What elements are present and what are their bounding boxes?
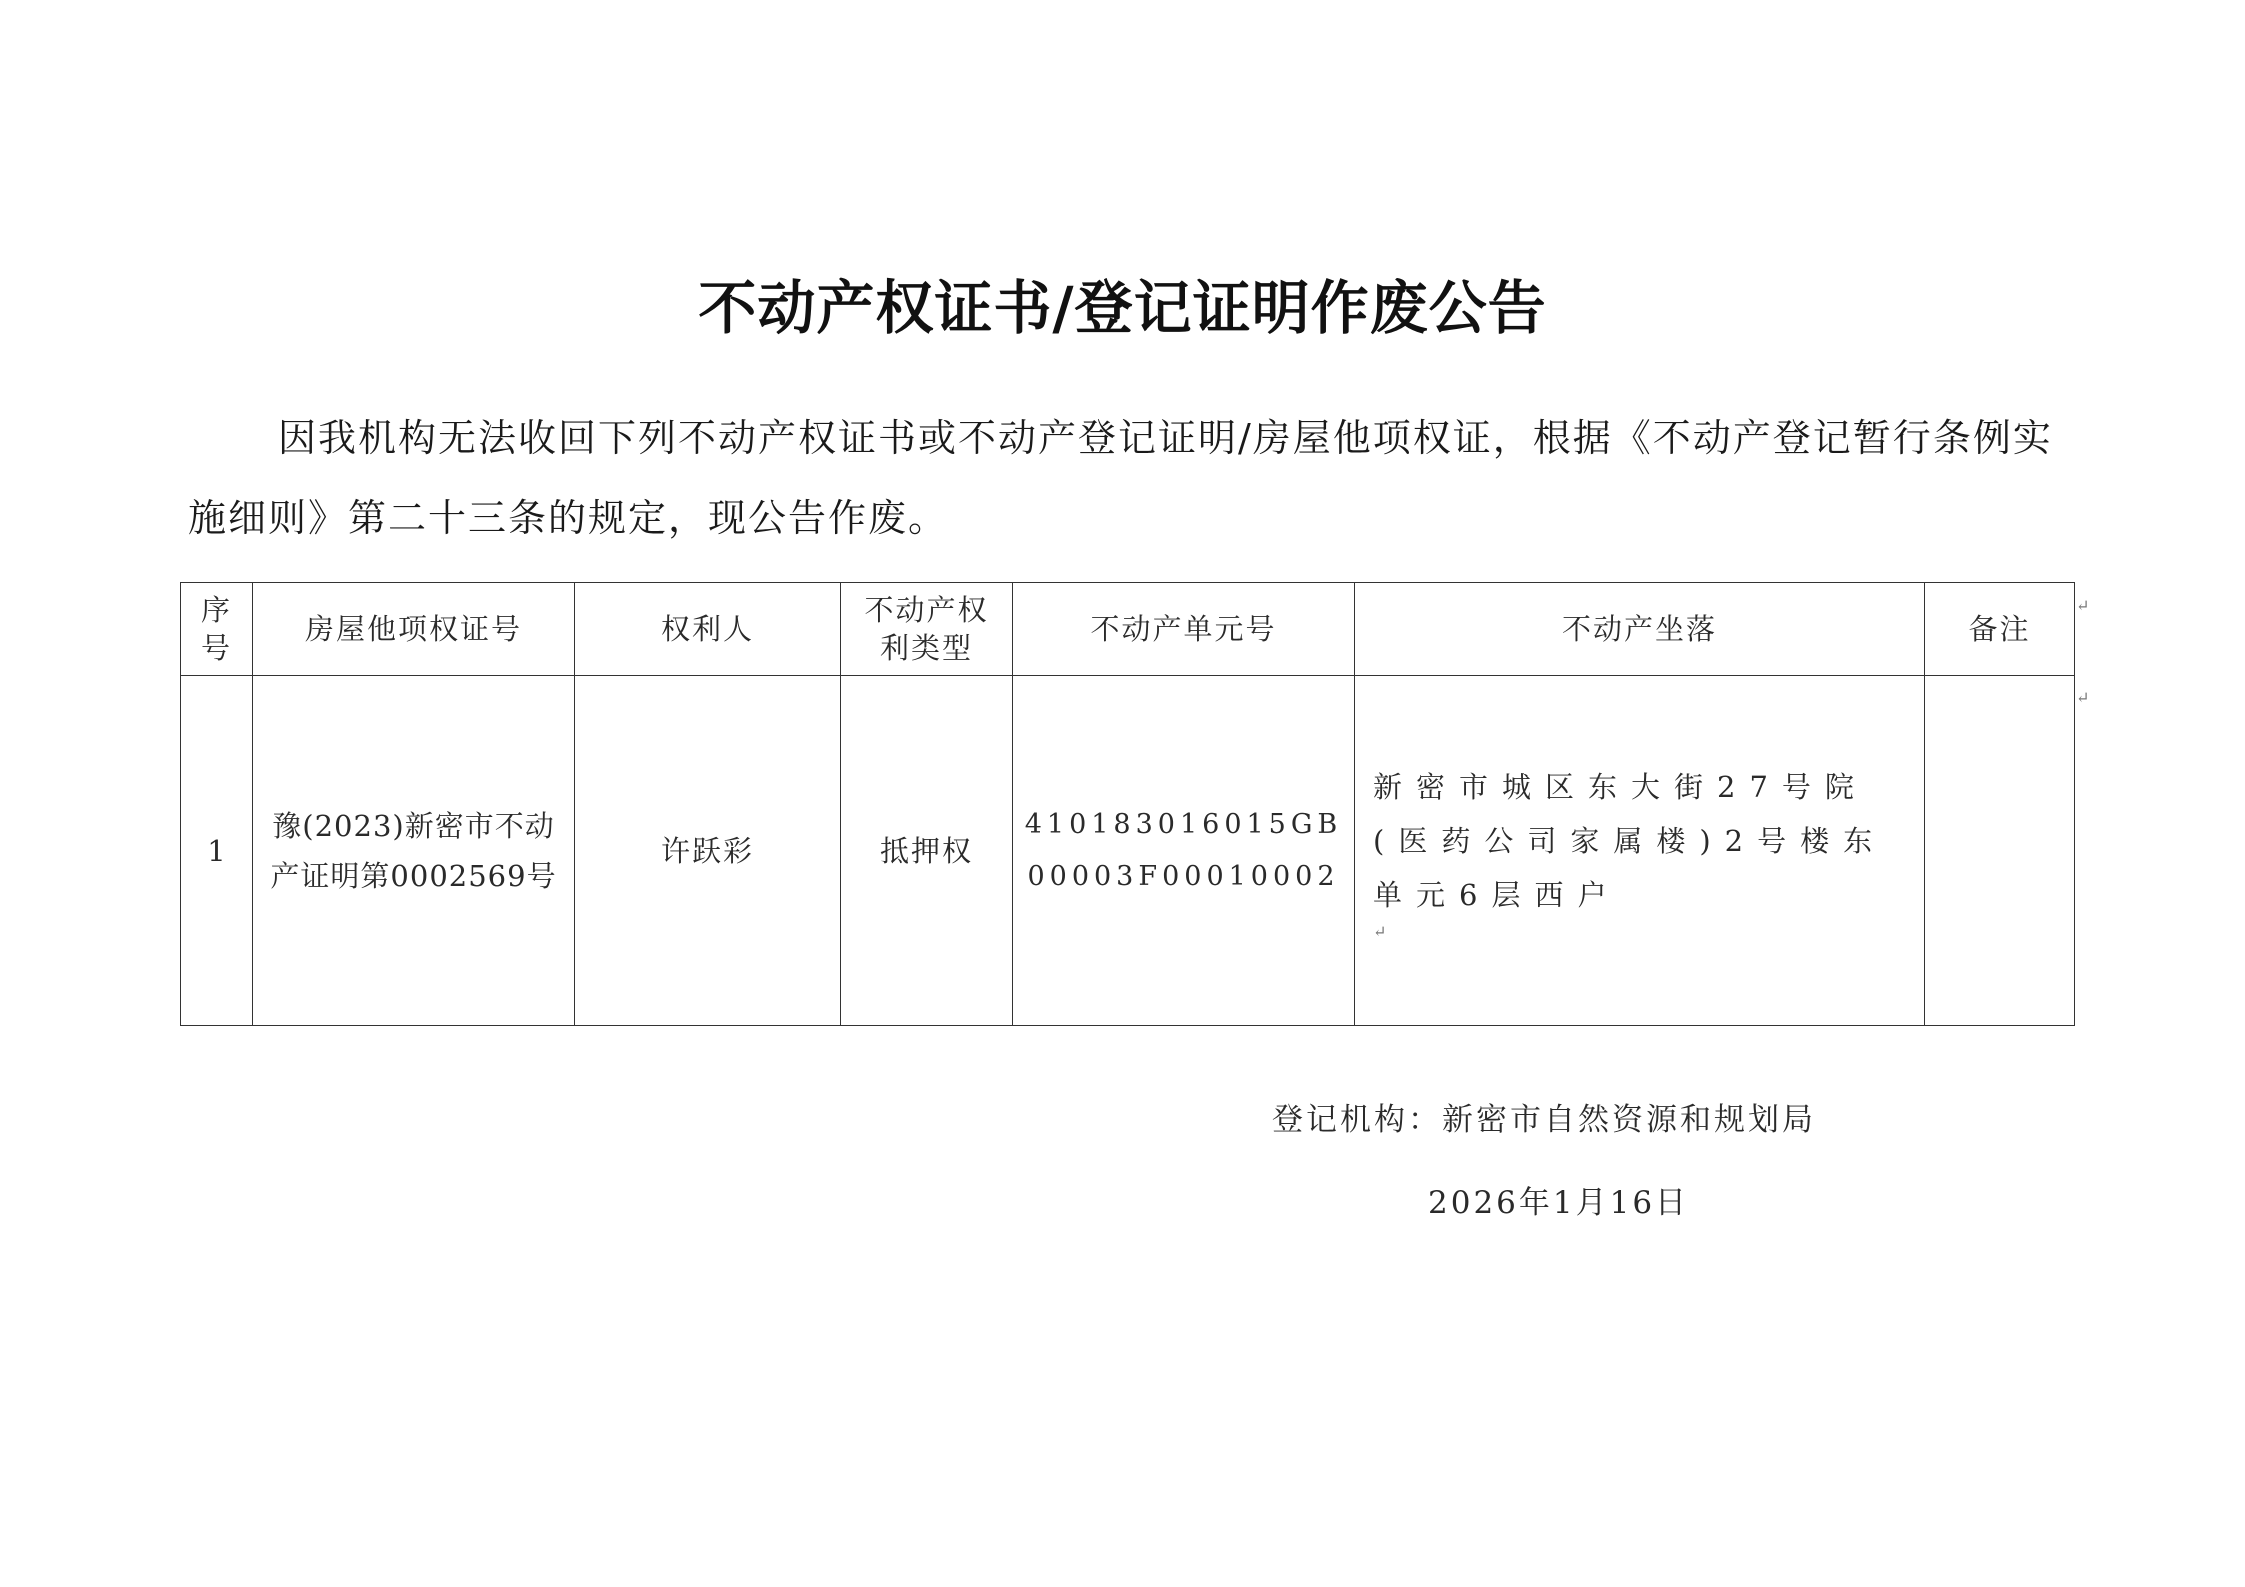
table-end-mark: ↵ bbox=[2076, 688, 2090, 707]
table-row bbox=[181, 676, 2075, 1026]
cell-seq: 1 bbox=[181, 676, 253, 1026]
cell-remarks bbox=[1925, 676, 2075, 1026]
page-title: 不动产权证书/登记证明作废公告 bbox=[698, 274, 1547, 342]
void-certificate-table bbox=[180, 582, 2075, 1026]
header-location: 不动产坐落 bbox=[1355, 583, 1925, 676]
paragraph-mark: ↵ bbox=[1373, 921, 1387, 941]
registration-authority: 登记机构：新密市自然资源和规划局 bbox=[1272, 1102, 1816, 1138]
header-unit-no: 不动产单元号 bbox=[1013, 583, 1355, 676]
cell-unit-no: 410183016015GB00003F00010002 bbox=[1013, 676, 1355, 1026]
header-right-type: 不动产权利类型 bbox=[841, 583, 1013, 676]
intro-line-1: 因我机构无法收回下列不动产权证书或不动产登记证明/房屋他项权证，根据《不动产登记暂行 bbox=[278, 416, 1933, 460]
header-remarks: 备注 bbox=[1925, 583, 2075, 676]
table-header-row bbox=[181, 583, 2075, 676]
table-end-mark: ↵ bbox=[2076, 596, 2090, 615]
location-text: 新密市城区东大街27号院(医药公司家属楼)2号楼东单元6层西户 bbox=[1373, 769, 1887, 912]
announcement-date: 2026年1月16日 bbox=[1428, 1185, 1690, 1221]
cell-right-type: 抵押权 bbox=[841, 676, 1013, 1026]
intro-paragraph bbox=[188, 398, 2068, 558]
header-cert-no: 房屋他项权证号 bbox=[253, 583, 575, 676]
cell-holder: 许跃彩 bbox=[575, 676, 841, 1026]
cell-cert-no: 豫(2023)新密市不动产证明第0002569号 bbox=[253, 676, 575, 1026]
intro-line-2: 条例实施细则》第二十三条的规定，现公告作废。 bbox=[188, 416, 2053, 540]
header-seq: 序号 bbox=[181, 583, 253, 676]
header-holder: 权利人 bbox=[575, 583, 841, 676]
cell-location bbox=[1355, 676, 1925, 1026]
